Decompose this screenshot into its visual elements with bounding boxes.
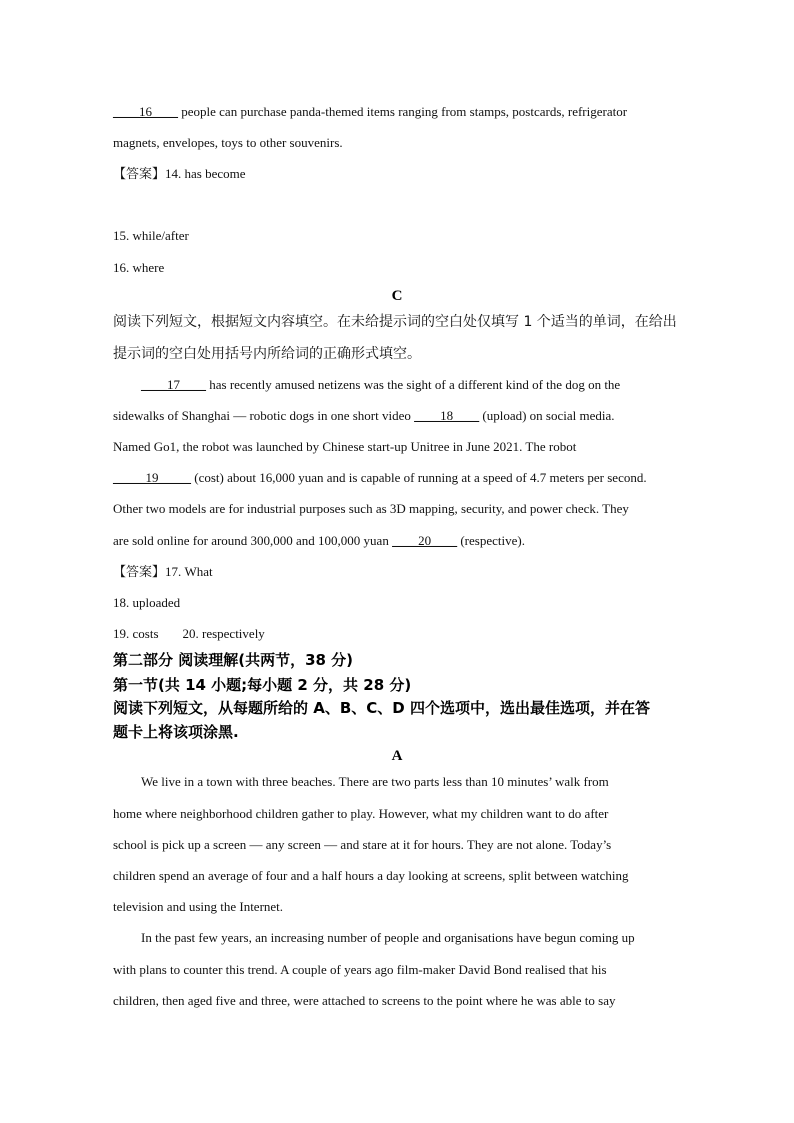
passage-a-line-2: home where neighborhood children gather to play. However, what my children want to do after (113, 806, 609, 821)
part-2-instruction-2: 题卡上将该项涂黑. (113, 723, 239, 741)
passage-c-line-3: Named Go1, the robot was launched by Chinese start-up Unitree in June 2021. The robot (113, 439, 577, 454)
answer-line-14 (113, 166, 246, 183)
blank-19: _____19_____ (113, 470, 191, 485)
answer-16: 16. where (113, 260, 165, 275)
section-c-heading: C (391, 288, 403, 304)
passage-c-line-5: Other two models are for industrial purposes such as 3D mapping, security, and power check. They (113, 501, 629, 516)
passage-a-heading: A (391, 748, 403, 764)
blank-18: ____18____ (414, 408, 480, 423)
passage-c-text-2a: sidewalks of Shanghai — robotic dogs in one short video (113, 408, 415, 423)
answer-line-19-20 (113, 626, 265, 642)
answer-tag: 【答案】 (113, 167, 166, 182)
answer-18: 18. uploaded (113, 595, 181, 610)
blank-20: ____20____ (392, 533, 458, 548)
passage-a-line-6: In the past few years, an increasing number of people and organisations have begun coming up (141, 930, 635, 945)
answer-17: 17. What (165, 564, 213, 579)
passage-c-line-1 (141, 377, 620, 393)
passage-c-text-2b: (upload) on social media. (479, 408, 615, 423)
section-c-instruction-1: 阅读下列短文，根据短文内容填空。在未给提示词的空白处仅填写 1 个适当的单词，在给出 (113, 314, 677, 330)
part-2-title: 第二部分 阅读理解(共两节，38 分) (113, 651, 354, 669)
passage-c-line-4 (113, 470, 647, 486)
passage-a-line-3: school is pick up a screen — any screen — and stare at it for hours. They are not alone. Today’s (113, 837, 612, 852)
passage-a-line-5: television and using the Internet. (113, 899, 284, 914)
passage-a-line-1: We live in a town with three beaches. There are two parts less than 10 minutes’ walk from (141, 774, 609, 789)
passage-c-text-6a: are sold online for around 300,000 and 100,000 yuan (113, 533, 393, 548)
answer-line-17 (113, 564, 213, 581)
answer-14: 14. has become (165, 166, 246, 181)
part-2-instruction-1: 阅读下列短文，从每题所给的 A、B、C、D 四个选项中，选出最佳选项，并在答 (113, 699, 650, 717)
passage-c-text-4: (cost) about 16,000 yuan and is capable of running at a speed of 4.7 meters per second. (191, 470, 647, 485)
answer-tag: 【答案】 (113, 565, 166, 580)
passage-c-text-1: has recently amused netizens was the sight of a different kind of the dog on the (206, 377, 621, 392)
answer-20: 20. respectively (182, 626, 265, 641)
passage-c-line-2 (113, 408, 615, 424)
section-c-instruction-2: 提示词的空白处用括号内所给词的正确形式填空。 (113, 346, 421, 362)
answer-19: 19. costs (113, 626, 159, 641)
question-16-line-1 (113, 104, 627, 120)
passage-c-text-6b: (respective). (457, 533, 525, 548)
passage-a-line-7: with plans to counter this trend. A couple of years ago film-maker David Bond realised that his (113, 962, 607, 977)
passage-c-line-6 (113, 533, 525, 549)
blank-16: ____16____ (113, 104, 178, 119)
passage-a-line-8: children, then aged five and three, were attached to screens to the point where he was able to say (113, 993, 616, 1008)
passage-a-line-4: children spend an average of four and a half hours a day looking at screens, split between watching (113, 868, 629, 883)
answer-15: 15. while/after (113, 228, 189, 243)
question-16-line-2: magnets, envelopes, toys to other souvenirs. (113, 135, 343, 150)
part-2-section-1-title: 第一节(共 14 小题;每小题 2 分，共 28 分) (113, 676, 412, 694)
blank-17: ____17____ (141, 377, 206, 392)
question-16-text: people can purchase panda-themed items ranging from stamps, postcards, refrigerator (178, 104, 628, 119)
